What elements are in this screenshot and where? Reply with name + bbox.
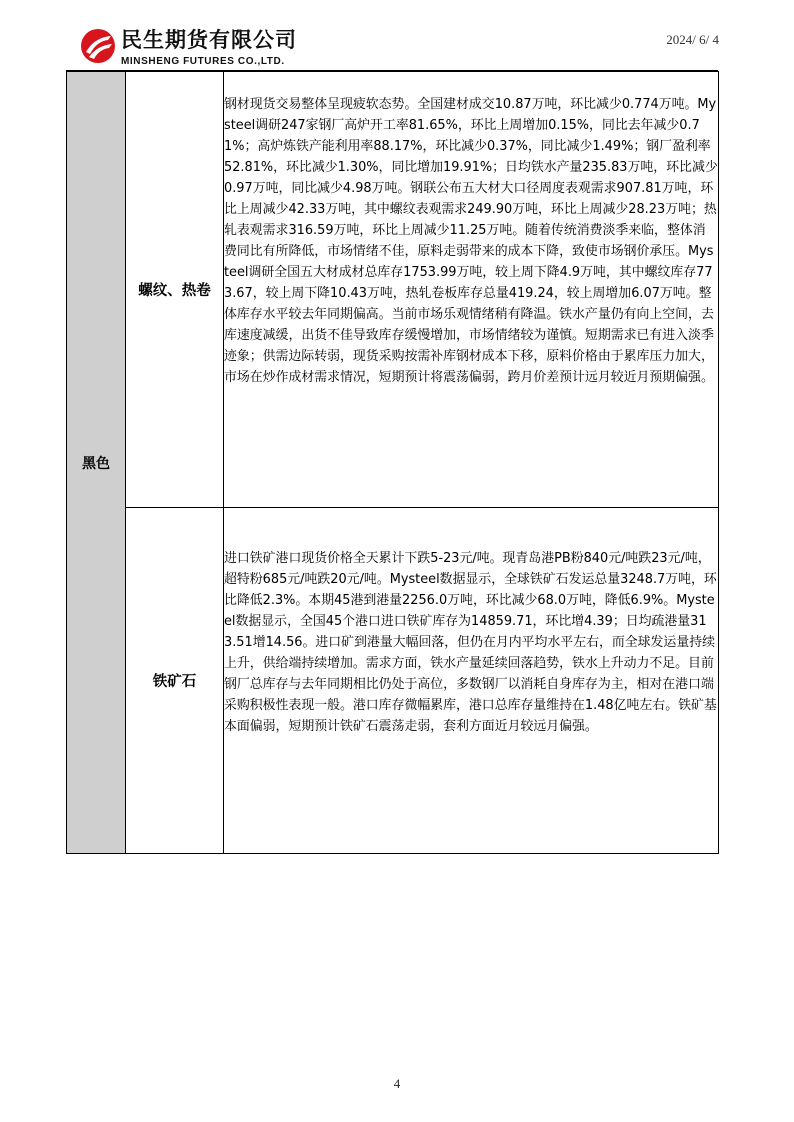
minsheng-logo-icon	[80, 28, 116, 64]
commentary-cell-iron-ore: 进口铁矿港口现货价格全天累计下跌5-23元/吨。现青岛港PB粉840元/吨跌23元/吨，超特粉685元/吨跌20元/吨。Mysteel数据显示，全球铁矿石发运总量3248.7万吨，环比降低2.3%。本期45港到港量2256.0万吨，环比减少68.0万吨，降低6.9%。Mysteel数据显示，全国45个港口进口铁矿库存为14859.71，环比增4.39；日均疏港量313.51增14.56。进口矿到港量大幅回落，但仍在月内平均水平左右，而全球发运量持续上升，供给端持续增加。需求方面，铁水产量延续回落趋势，铁水上升动力不足。目前钢厂总库存与去年同期相比仍处于高位，多数钢厂以消耗自身库存为主，相对在港口端采购积极性表现一般。港口库存微幅累库，港口总库存量维持在1.48亿吨左右。铁矿基本面偏弱，短期预计铁矿石震荡走弱，套利方面近月较远月偏强。	[224, 508, 719, 854]
company-name-cn: 民生期货有限公司	[121, 28, 297, 52]
product-cell-rebar-hrc: 螺纹、热卷	[126, 72, 224, 508]
report-date: 2024/ 6/ 4	[666, 32, 719, 47]
table-row	[67, 508, 719, 854]
product-cell-iron-ore: 铁矿石	[126, 508, 224, 854]
page-header	[0, 0, 794, 72]
commentary-cell-rebar-hrc: 钢材现货交易整体呈现疲软态势。全国建材成交10.87万吨，环比减少0.774万吨。Mysteel调研247家钢厂高炉开工率81.65%，环比上周增加0.15%，同比去年减少0.71%；高炉炼铁产能利用率88.17%，环比减少0.37%，同比减少1.49%；钢厂盈利率52.81%，环比减少1.30%，同比增加19.91%；日均铁水产量235.83万吨，环比减少0.97万吨，同比减少4.98万吨。钢联公布五大材大口径周度表观需求907.81万吨，环比上周减少42.33万吨，其中螺纹表观需求249.90万吨，环比上周减少28.23万吨；热轧表观需求316.59万吨，环比上周减少11.25万吨。随着传统消费淡季来临，整体消费同比有所降低，市场情绪不佳，原料走弱带来的成本下降，致使市场钢价承压。Mysteel调研全国五大材成材总库存1753.99万吨，较上周下降4.9万吨，其中螺纹库存773.67，较上周下降10.43万吨，热轧卷板库存总量419.24，较上周增加6.07万吨。整体库存水平较去年同期偏高。当前市场乐观情绪稍有降温。铁水产量仍有向上空间，去库速度减缓，出货不佳导致库存缓慢增加，市场情绪较为谨慎。短期需求已有进入淡季迹象；供需边际转弱，现货采购按需补库钢材成本下移，原料价格由于累库压力加大，市场在炒作成材需求情况，短期预计将震荡偏弱，跨月价差预计远月较近月预期偏强。	[224, 72, 719, 508]
table-row	[67, 72, 719, 508]
company-name-en: MINSHENG FUTURES CO.,LTD.	[121, 56, 285, 67]
sector-cell: 黑色	[67, 72, 126, 854]
commodity-commentary-table	[66, 71, 719, 854]
page-number: 4	[393, 1076, 401, 1091]
